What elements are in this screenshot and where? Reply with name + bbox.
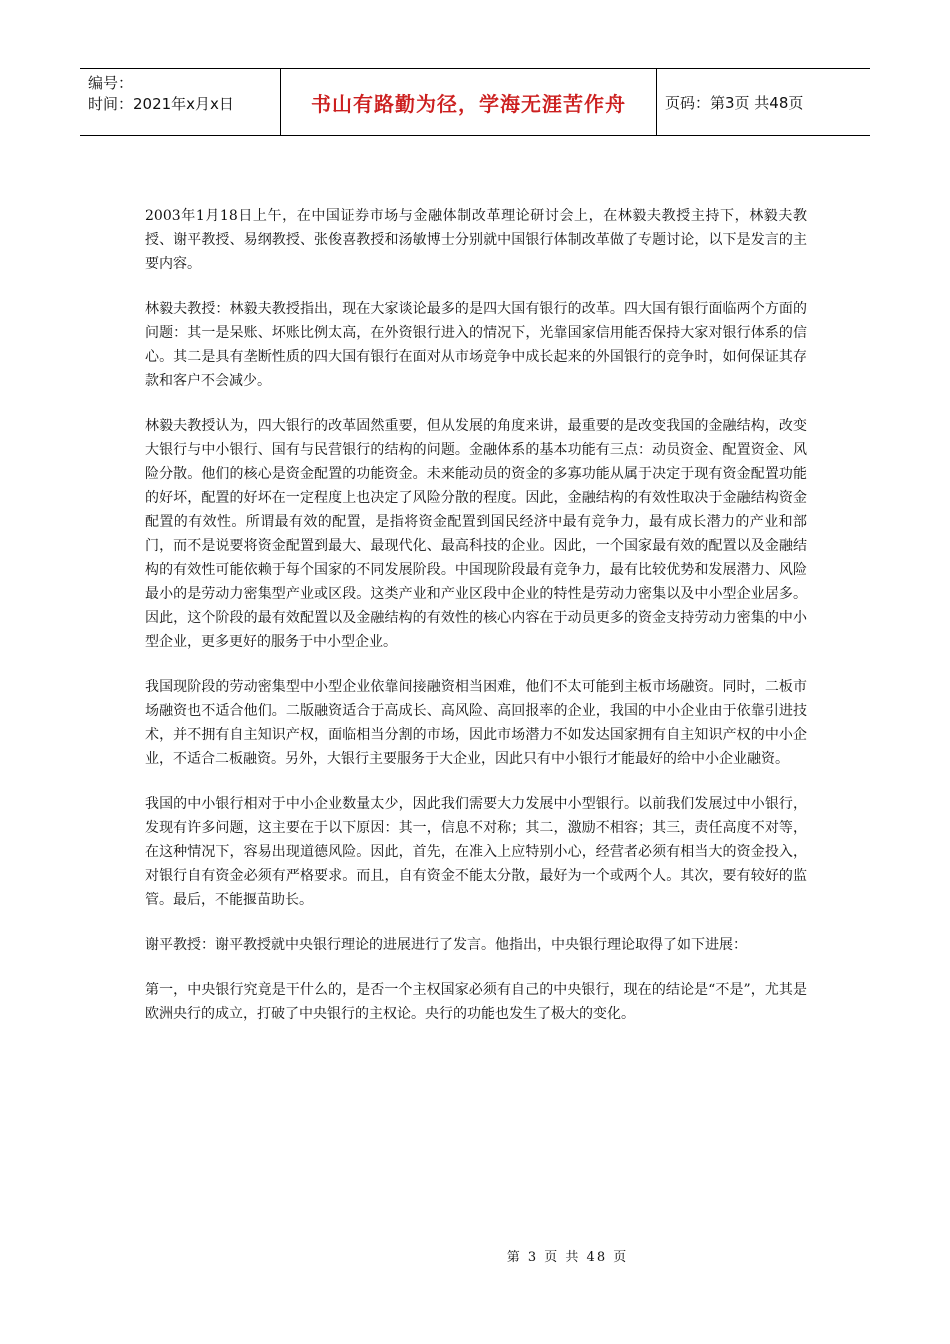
page-number: 第 3 页 共 48 页 (506, 1250, 629, 1265)
serial-number-label: 编号： (88, 74, 134, 92)
page-footer (0, 1246, 950, 1265)
header-meta (80, 69, 281, 135)
document-body (145, 204, 807, 1047)
date-label: 时间：2021年x月x日 (88, 95, 234, 113)
header-motto: 书山有路勤为径，学海无涯苦作舟 (281, 69, 657, 135)
paragraph: 谢平教授：谢平教授就中央银行理论的进展进行了发言。他指出，中央银行理论取得了如下进展： (145, 937, 747, 953)
page-header (80, 68, 870, 136)
paragraph: 2003年1月18日上午，在中国证券市场与金融体制改革理论研讨会上，在林毅夫教授主持下，林毅夫教授、谢平教授、易纲教授、张俊喜教授和汤敏博士分别就中国银行体制改革做了专题讨论，以下是发言的主要内容。 (145, 208, 807, 272)
paragraph: 林毅夫教授认为，四大银行的改革固然重要，但从发展的角度来讲，最重要的是改变我国的金融结构，改变大银行与中小银行、国有与民营银行的结构的问题。金融体系的基本功能有三点：动员资金、配置资金、风险分散。他们的核心是资金配置的功能资金。未来能动员的资金的多寡功能从属于决定于现有资金配置功能的好坏，配置的好坏在一定程度上也决定了风险分散的程度。因此，金融结构的有效性取决于金融结构资金配置的有效性。所谓最有效的配置，是指将资金配置到国民经济中最有竞争力，最有成长潜力的产业和部门，而不是说要将资金配置到最大、最现代化、最高科技的企业。因此，一个国家最有效的配置以及金融结构的有效性可能依赖于每个国家的不同发展阶段。中国现阶段最有竞争力，最有比较优势和发展潜力、风险最小的是劳动力密集型产业或区段。这类产业和产业区段中企业的特性是劳动力密集以及中小型企业居多。因此，这个阶段的最有效配置以及金融结构的有效性的核心内容在于动员更多的资金支持劳动力密集的中小型企业，更多更好的服务于中小型企业。 (145, 418, 807, 650)
paragraph: 我国现阶段的劳动密集型中小型企业依靠间接融资相当困难，他们不太可能到主板市场融资。同时，二板市场融资也不适合他们。二版融资适合于高成长、高风险、高回报率的企业，我国的中小企业由于依靠引进技术，并不拥有自主知识产权，面临相当分割的市场，因此市场潜力不如发达国家拥有自主知识产权的中小企业，不适合二板融资。另外，大银行主要服务于大企业，因此只有中小银行才能最好的给中小企业融资。 (145, 679, 807, 767)
header-page-info: 页码：第3页 共48页 (665, 93, 804, 112)
paragraph: 第一，中央银行究竟是干什么的，是否一个主权国家必须有自己的中央银行，现在的结论是“不是”，尤其是欧洲央行的成立，打破了中央银行的主权论。央行的功能也发生了极大的变化。 (145, 982, 807, 1022)
paragraph: 我国的中小银行相对于中小企业数量太少，因此我们需要大力发展中小型银行。以前我们发展过中小银行，发现有许多问题，这主要在于以下原因：其一，信息不对称；其二，激励不相容；其三，责任高度不对等，在这种情况下，容易出现道德风险。因此，首先，在准入上应特别小心，经营者必须有相当大的资金投入，对银行自有资金必须有严格要求。而且，自有资金不能太分散，最好为一个或两个人。其次，要有较好的监管。最后，不能揠苗助长。 (145, 796, 807, 908)
paragraph: 林毅夫教授：林毅夫教授指出，现在大家谈论最多的是四大国有银行的改革。四大国有银行面临两个方面的问题：其一是呆账、坏账比例太高，在外资银行进入的情况下，光靠国家信用能否保持大家对银行体系的信心。其二是具有垄断性质的四大国有银行在面对从市场竞争中成长起来的外国银行的竞争时，如何保证其存款和客户不会减少。 (145, 301, 807, 389)
